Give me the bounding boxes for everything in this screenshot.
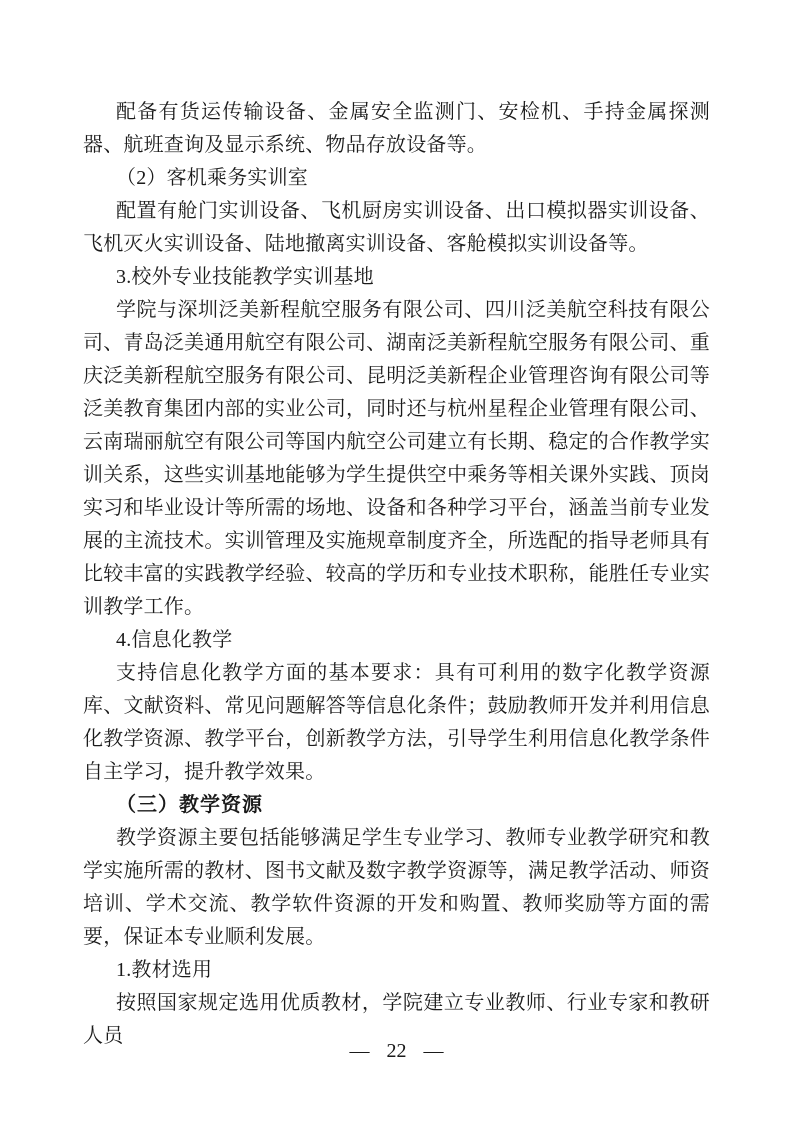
page-number: — 22 — <box>349 1040 444 1062</box>
paragraph: 学院与深圳泛美新程航空服务有限公司、四川泛美航空科技有限公司、青岛泛美通用航空有限公司、湖南泛美新程航空服务有限公司、重庆泛美新程航空服务有限公司、昆明泛美新程企业管理咨询有限公司等泛美教育集团内部的实业公司，同时还与杭州星程企业管理有限公司、云南瑞丽航空有限公司等国内航空公司建立有长期、稳定的合作教学实训关系，这些实训基地能够为学生提供空中乘务等相关课外实践、顶岗实习和毕业设计等所需的场地、设备和各种学习平台，涵盖当前专业发展的主流技术。实训管理及实施规章制度齐全，所选配的指导老师具有比较丰富的实践教学经验、较高的学历和专业技术职称，能胜任专业实训教学工作。 <box>83 299 710 618</box>
paragraph: 3.校外专业技能教学实训基地 <box>116 266 374 288</box>
paragraph: （2）客机乘务实训室 <box>116 167 308 189</box>
paragraph: 配置有舱门实训设备、飞机厨房实训设备、出口模拟器实训设备、飞机灭火实训设备、陆地撤离实训设备、客舱模拟实训设备等。 <box>83 200 710 255</box>
paragraph: 配备有货运传输设备、金属安全监测门、安检机、手持金属探测器、航班查询及显示系统、物品存放设备等。 <box>83 101 710 156</box>
paragraph: 教学资源主要包括能够满足学生专业学习、教师专业教学研究和教学实施所需的教材、图书文献及数字教学资源等，满足教学活动、师资培训、学术交流、教学软件资源的开发和购置、教师奖励等方面的需要，保证本专业顺利发展。 <box>83 827 710 948</box>
paragraph: 支持信息化教学方面的基本要求：具有可利用的数字化教学资源库、文献资料、常见问题解答等信息化条件；鼓励教师开发并利用信息化教学资源、教学平台，创新教学方法，引导学生利用信息化教学条件自主学习，提升教学效果。 <box>83 662 710 783</box>
section-heading: （三）教学资源 <box>116 794 263 816</box>
paragraph: 1.教材选用 <box>116 959 213 981</box>
paragraph: 按照国家规定选用优质教材，学院建立专业教师、行业专家和教研人员 <box>83 992 710 1047</box>
document-body <box>83 96 710 1053</box>
paragraph: 4.信息化教学 <box>116 629 233 651</box>
page-footer <box>0 1039 793 1063</box>
